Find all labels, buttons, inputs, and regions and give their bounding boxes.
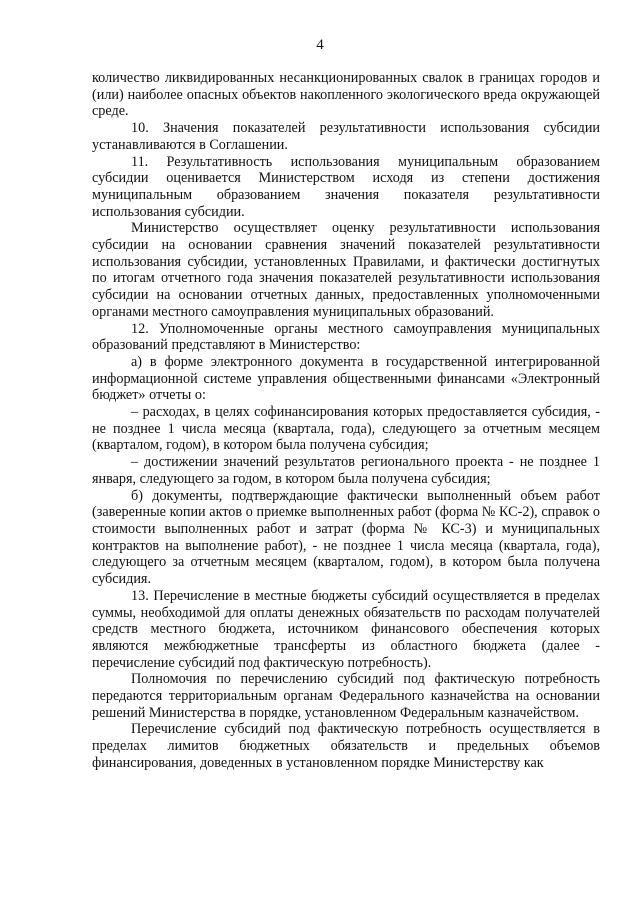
paragraph-transfer-limits: Перечисление субсидий под фактическую потребность осуществляется в пределах лимитов бюджетных обязательств и предельных объемов финансирования, доведенных в установленном порядке Министерству как [92,721,600,771]
paragraph-bullet-expenses: – расходах, в целях софинансирования которых предоставляется субсидия, - не позднее 1 числа месяца (квартала, года), следующего за отчетным месяцем (кварталом, годом), в котором была получена субсидия; [92,404,600,454]
paragraph-item-12b: б) документы, подтверждающие фактически выполненный объем работ (заверенные копии актов о приемке выполненных работ (форма № КС-2), справок о стоимости выполненных работ и затрат (форма № КС-3) и муниципальных контрактов на выполнение работ), - не позднее 1 числа месяца (квартала, года), следующего за отчетным месяцем (кварталом, годом), в котором была получена субсидия. [92,487,600,588]
paragraph-item-12a: а) в форме электронного документа в государственной интегрированной информационной системе управления общественными финансами «Электронный бюджет» отчеты о: [92,353,600,404]
paragraph-powers: Полномочия по перечислению субсидий под фактическую потребность передаются территориальным органам Федерального казначейства на основании решений Министерства в порядке, установленном Федеральным казначейством. [92,671,600,721]
paragraph-bullet-results: – достижении значений результатов регионального проекта - не позднее 1 января, следующего за годом, в котором была получена субсидия; [92,454,600,487]
page-number: 4 [316,37,324,53]
paragraph-assessment: Министерство осуществляет оценку результативности использования субсидии на основании сравнения значений показателей результативности использования субсидии, установленных Правилами, и фактически достигнутых по итогам отчетного года значения показателей результативности использования субсидии на основании отчетных данных, предоставленных уполномоченными органами местного самоуправления муниципальных образований. [92,220,600,320]
paragraph-item-12: 12. Уполномоченные органы местного самоуправления муниципальных образований представляют в Министерство: [92,320,600,354]
paragraph-item-11: 11. Результативность использования муниципальным образованием субсидии оценивается Министерством исходя из степени достижения муниципальным образованием значения показателя результативности использования субсидии. [92,153,600,220]
paragraph-item-13: 13. Перечисление в местные бюджеты субсидий осуществляется в пределах суммы, необходимой для оплаты денежных обязательств по расходам получателей средств местного бюджета, источником финансового обеспечения которых являются межбюджетные трансферты из областного бюджета (далее - перечисление субсидий под фактическую потребность). [92,587,600,671]
paragraph-continuation: количество ликвидированных несанкционированных свалок в границах городов и (или) наиболее опасных объектов накопленного экологического вреда окружающей среде. [92,70,600,120]
paragraph-item-10: 10. Значения показателей результативности использования субсидии устанавливаются в Соглашении. [92,120,600,153]
document-body [92,70,600,772]
